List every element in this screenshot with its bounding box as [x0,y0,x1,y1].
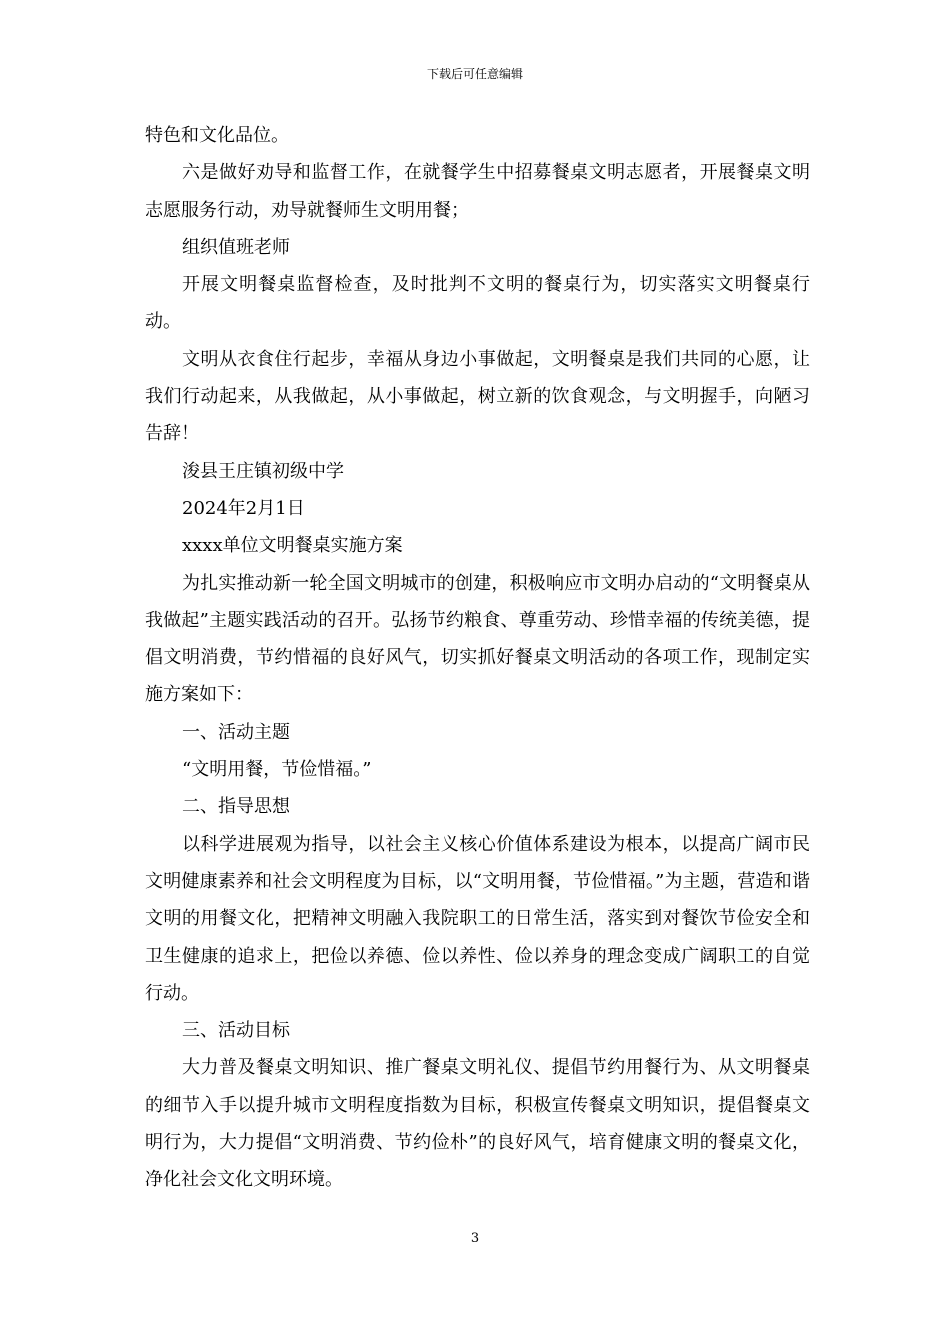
paragraph: 文明从衣食住行起步，幸福从身边小事做起，文明餐桌是我们共同的心愿，让我们行动起来，从我做起，从小事做起，树立新的饮食观念，与文明握手，向陋习告辞！ [145,348,810,445]
paragraph: 特色和文化品位。 [145,125,289,146]
paragraph: 六是做好劝导和监督工作，在就餐学生中招募餐桌文明志愿者，开展餐桌文明志愿服务行动，劝导就餐师生文明用餐； [145,162,810,221]
paragraph: 开展文明餐桌监督检查，及时批判不文明的餐桌行为，切实落实文明餐桌行动。 [145,274,810,333]
signature-date: 2024年2月1日 [182,497,305,519]
section-title: xxxx单位文明餐桌实施方案 [182,535,403,557]
paragraph: “文明用餐，节俭惜福。” [182,759,372,781]
page-header: 下载后可任意编辑 [426,67,523,81]
paragraph: 大力普及餐桌文明知识、推广餐桌文明礼仪、提倡节约用餐行为、从文明餐桌的细节入手以提升城市文明程度指数为目标，积极宣传餐桌文明知识，提倡餐桌文明行为，大力提倡“文明消费、节约俭朴”的良好风气，培育健康文明的餐桌文化，净化社会文化文明环境。 [145,1057,810,1191]
signature-organization: 浚县王庄镇初级中学 [182,460,344,482]
page-number: 3 [470,1231,480,1246]
paragraph: 为扎实推动新一轮全国文明城市的创建，积极响应市文明办启动的“文明餐桌从我做起”主题实践活动的召开。弘扬节约粮食、尊重劳动、珍惜幸福的传统美德，提倡文明消费，节约惜福的良好风气，切实抓好餐桌文明活动的各项工作，现制定实施方案如下： [145,572,810,706]
section-heading: 二、指导思想 [182,796,290,818]
paragraph: 以科学进展观为指导，以社会主义核心价值体系建设为根本，以提高广阔市民文明健康素养和社会文明程度为目标，以“文明用餐，节俭惜福。”为主题，营造和谐文明的用餐文化，把精神文明融入我院职工的日常生活，落实到对餐饮节俭安全和卫生健康的追求上，把俭以养德、俭以养性、俭以养身的理念变成广阔职工的自觉行动。 [145,833,810,1004]
document-body [145,117,810,1199]
section-heading: 三、活动目标 [182,1020,290,1042]
section-heading: 一、活动主题 [182,721,290,743]
paragraph: 组织值班老师 [182,236,290,258]
